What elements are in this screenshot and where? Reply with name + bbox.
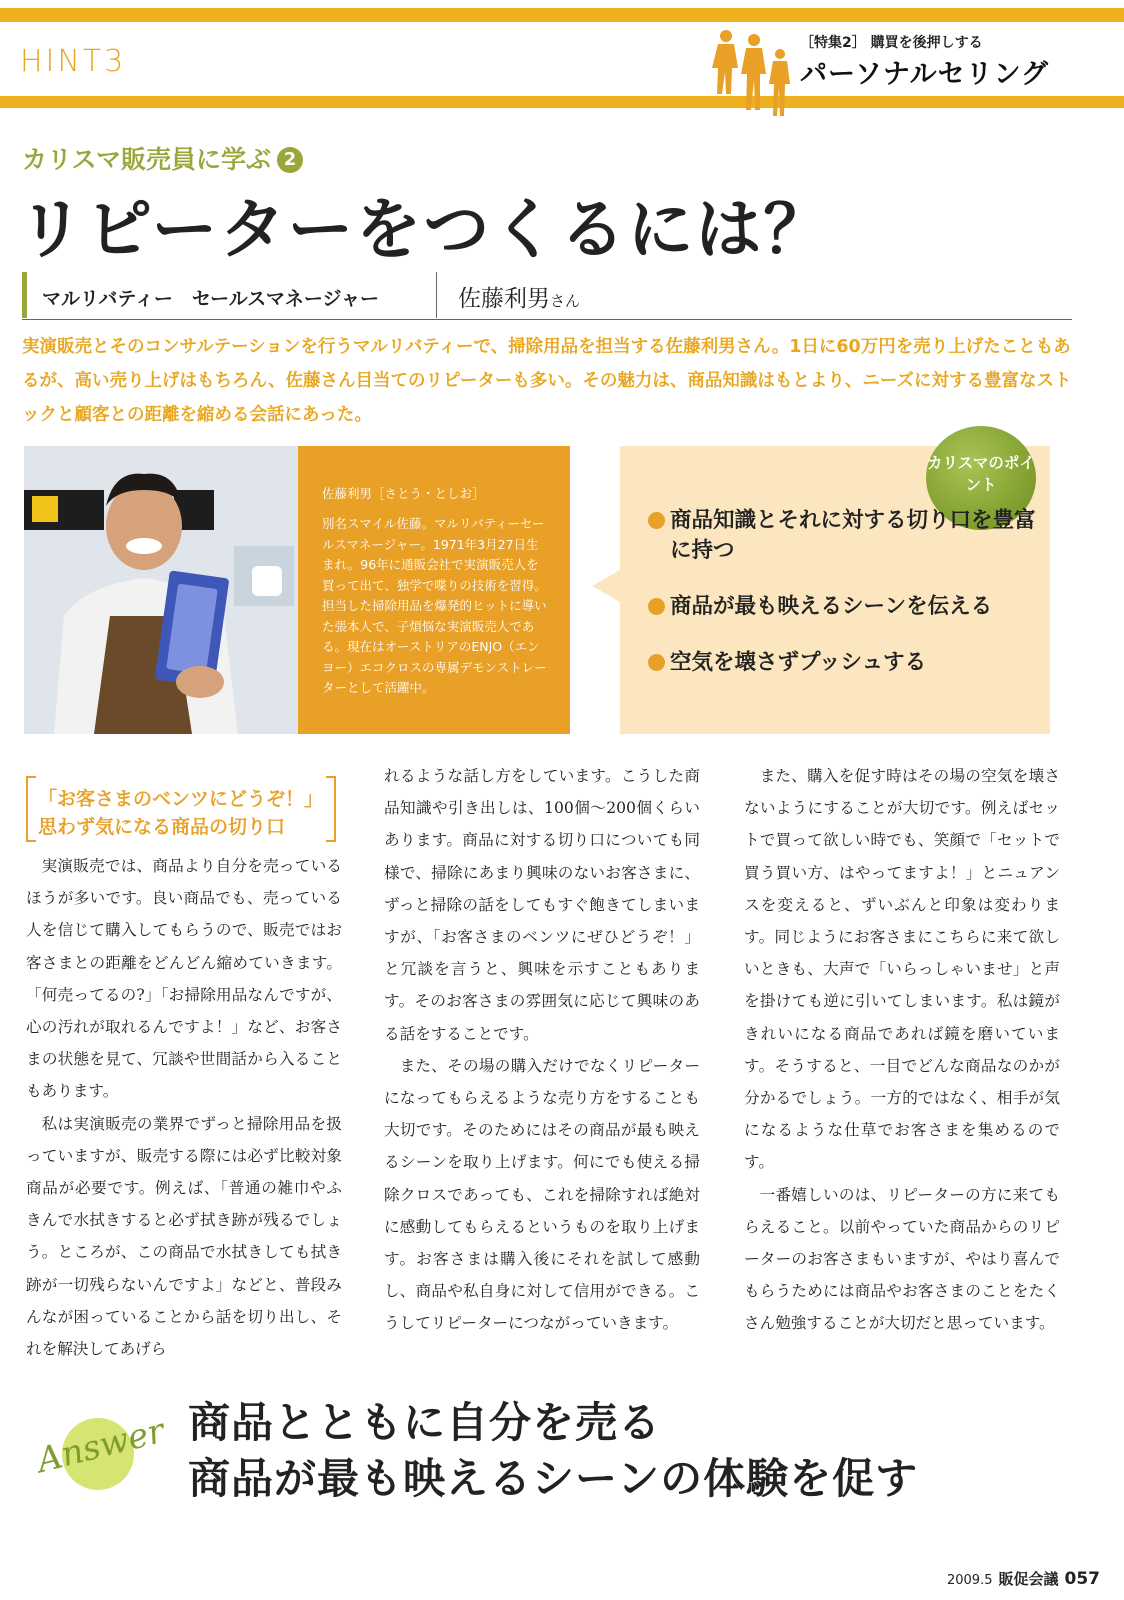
lead-paragraph: 実演販売とそのコンサルテーションを行うマルリバティーで、掃除用品を担当する佐藤利男さん。1日に60万円を売り上げたこともあるが、高い売り上げはもちろん、佐藤さん目当てのリピーターも多い。その魅力は、商品知識はもとより、ニーズに対する豊富なストックと顧客との距離を縮める会話にあった。 [22,337,1072,425]
charisma-points-panel [620,446,1050,734]
headline-bracket-left [26,776,36,842]
bullet-icon [648,598,665,615]
point-item [648,592,1038,622]
byline-separator [436,272,437,318]
body-paragraph: また、購入を促す時はその場の空気を壊さないようにすることが大切です。例えばセットで買って欲しい時でも、笑顔で「セットで買う買い方、はやってますよ！」とニュアンスを変えると、ずいぶんと印象は変わります。同じようにお客さまにこちらに来て欲しいときも、大声で「いらっしゃいませ」と声を掛けても逆に引いてしまいます。私は鏡がきれいになる商品であれば鏡を磨いています。そうすると、一目でどんな商品なのかが分かるでしょう。一方的ではなく、相手が気になるような仕草でお客さまを集めるのです。 [744,767,1060,1172]
profile-bio: 別名スマイル佐藤。マルリバティーセールスマネージャー。1971年3月27日生まれ。96年に通販会社で実演販売人を買って出て、独学で喋りの技術を習得。担当した掃除用品を爆発的ヒットに導いた張本人で、子煩悩な実演販売人である。現在はオーストリアのENJO（エンヨー）エコクロスの専属デモンストレーターとして活躍中。 [322,516,547,695]
profile-box [298,446,570,734]
series-title: パーソナルセリング [800,59,1050,90]
profile-name: 佐藤利男［さとう・としお］ [322,486,485,501]
folio-magazine: 販促会議 [998,1570,1059,1588]
section-headline [26,776,336,848]
point-text: 商品が最も映えるシーンを伝える [670,594,993,619]
byline-accent [22,272,27,318]
bullet-icon [648,512,665,529]
headline-line-1: 「お客さまのベンツにどうぞ！」 [38,788,324,810]
answer-label: Answer [33,1410,169,1482]
point-item [648,648,1038,678]
body-paragraph: れるような話し方をしています。こうした商品知識や引き出しは、100個～200個くらいあります。商品に対する切り口についても同様で、掃除にあまり興味のないお客さまに、ずっと掃除の話をしてもすぐ飽きてしまいますが、「お客さまのベンツにぜひどうぞ！」と冗談を言うと、興味を示すこともあります。そのお客さまの雰囲気に応じて興味のある話をすることです。 [384,767,700,1043]
header-top-bar [0,8,1124,22]
subtitle-text: カリスマ販売員に学ぶ [22,145,272,174]
points-list [648,506,1038,704]
body-paragraph: 実演販売では、商品より自分を売っているほうが多いです。良い商品でも、売っている人を信じて購入してもらうので、販売ではお客さまとの距離をどんどん縮めていきます。「何売ってるの?」「お掃除用品なんですが、心の汚れが取れるんですよ！」など、お客さまの状態を見て、冗談や世間話から入ることもあります。 [26,857,342,1101]
header-bottom-bar [0,96,1124,108]
body-column-1 [26,850,342,1365]
salesman-photo [24,446,298,734]
charisma-points-badge: カリスマのポイント [926,426,1036,530]
hint-label: HINT3 [20,44,127,79]
body-paragraph: また、その場の購入だけでなくリピーターになってもらえるような売り方をすることも大切です。そのためにはその商品が最も映えるシーンを取り上げます。何にでも使える掃除クロスであっても、これを掃除すれば絶対に感動してもらえるというものを取り上げます。お客さまは購入後にそれを試して感動し、商品や私自身に対して信用ができる。こうしてリピーターにつながっていきます。 [384,1056,700,1333]
bullet-icon [648,654,665,671]
folio-page-number: 057 [1064,1569,1100,1589]
headline-line-2: 思わず気になる商品の切り口 [38,816,286,838]
business-people-icon [704,24,800,120]
point-text: 空気を壊さずプッシュする [670,650,927,675]
body-column-2 [384,760,700,1340]
body-column-3 [744,760,1060,1340]
point-text: 商品知識とそれに対する切り口を豊富に持つ [670,508,1036,563]
folio-date: 2009.5 [946,1573,993,1588]
page-folio [947,1568,1100,1589]
article-title: リピーターをつくるには？ [18,191,832,268]
speech-bubble-tail [592,570,620,602]
byline-organization: マルリバティー セールスマネージャー [42,288,380,310]
body-paragraph: 私は実演販売の業界でずっと掃除用品を扱っていますが、販売する際には必ず比較対象商品が必要です。例えば、「普通の雑巾やふきんで水拭きすると必ず拭き跡が残るでしょう。ところが、この商品で水拭きしても拭き跡が一切残らないんですよ」などと、普段みんなが困っていることから話を切り出し、それを解決してあげら [26,1114,342,1359]
answer-line-1: 商品とともに自分を売る [188,1398,662,1447]
answer-line-2: 商品が最も映えるシーンの体験を促す [188,1454,919,1503]
point-item [648,506,1038,566]
byline-name [458,280,580,313]
article-subtitle [22,140,303,176]
byline-honorific: さん [550,292,581,310]
series-kicker: ［特集2］ 購買を後押しする [800,35,983,51]
byline-person: 佐藤利男 [458,286,550,312]
body-paragraph: 一番嬉しいのは、リピーターの方に来てもらえること。以前やっていた商品からのリピーターのお客さまもいますが、やはり喜んでもらうためには商品やお客さまのことをたくさん勉強することが大切だと思っています。 [744,1185,1060,1333]
headline-bracket-right [326,776,336,842]
byline [22,272,1072,320]
subtitle-number: 2 [277,147,303,173]
salesman-illustration [24,446,298,734]
